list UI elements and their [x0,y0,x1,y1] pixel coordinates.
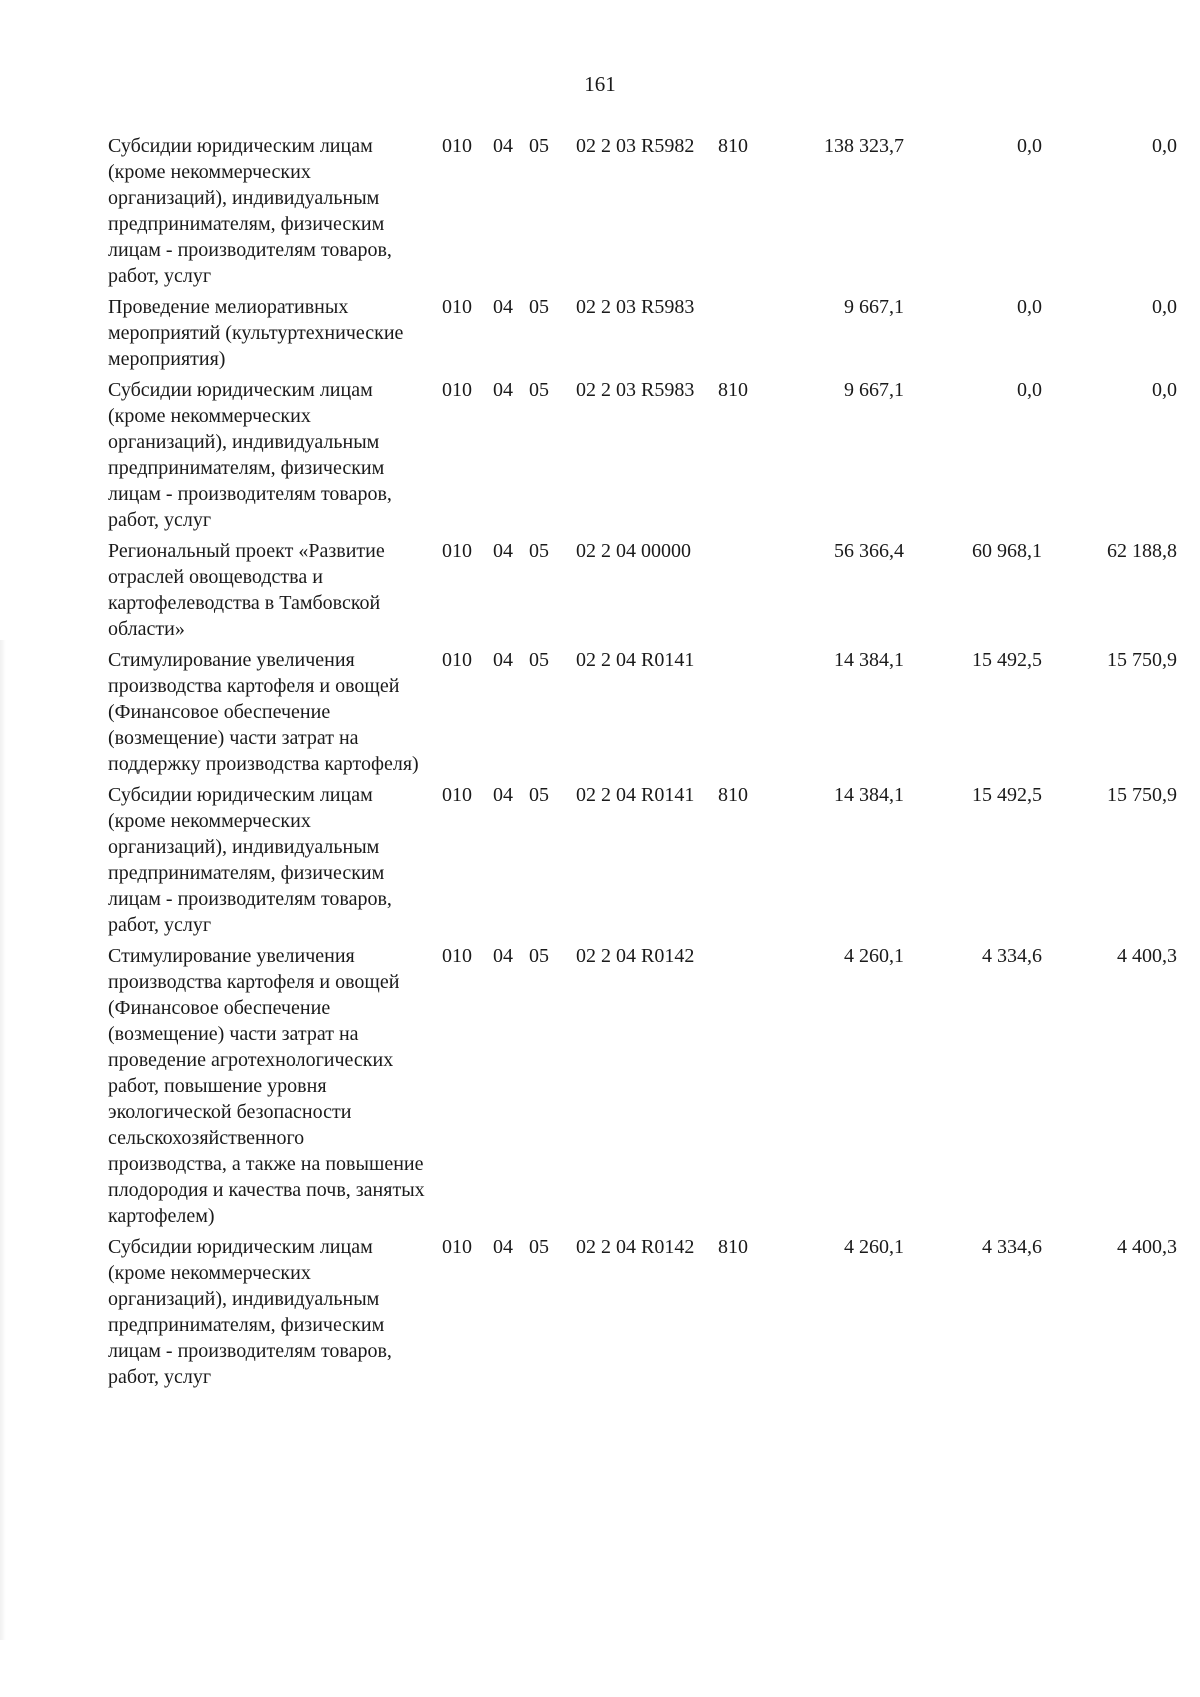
ministry-code: 010 [442,296,472,318]
subsection-code: 05 [529,540,549,562]
amount-year-1: 9 667,1 [844,296,904,318]
table-row [108,943,1176,1229]
section-code: 04 [493,379,513,401]
expense-type-code: 810 [718,784,748,806]
ministry-code: 010 [442,540,472,562]
ministry-code: 010 [442,379,472,401]
expense-name: Субсидии юридическим лицам (кроме некоммерческих организаций), индивидуальным предпринимателям, физическим лицам - производителям товаров, работ, услуг [108,784,392,936]
target-article-code: 02 2 04 00000 [576,540,691,562]
expense-type-code: 810 [718,135,748,157]
subsection-code: 05 [529,649,549,671]
ministry-code: 010 [442,945,472,967]
amount-year-1: 56 366,4 [834,540,904,562]
amount-year-2: 0,0 [1017,296,1042,318]
target-article-code: 02 2 04 R0142 [576,1236,695,1258]
section-code: 04 [493,1236,513,1258]
amount-year-1: 4 260,1 [844,1236,904,1258]
amount-year-2: 15 492,5 [972,649,1042,671]
scan-edge-shadow [0,640,6,1640]
target-article-code: 02 2 03 R5983 [576,296,695,318]
amount-year-1: 4 260,1 [844,945,904,967]
subsection-code: 05 [529,296,549,318]
table-row [108,1234,1176,1390]
section-code: 04 [493,784,513,806]
page-number: 161 [584,72,616,96]
subsection-code: 05 [529,945,549,967]
section-code: 04 [493,135,513,157]
amount-year-1: 14 384,1 [834,784,904,806]
target-article-code: 02 2 03 R5983 [576,379,695,401]
table-row [108,782,1176,938]
section-code: 04 [493,945,513,967]
amount-year-3: 4 400,3 [1117,945,1177,967]
amount-year-1: 138 323,7 [824,135,904,157]
table-row [108,647,1176,777]
amount-year-2: 4 334,6 [982,1236,1042,1258]
amount-year-2: 0,0 [1017,135,1042,157]
expense-name: Региональный проект «Развитие отраслей овощеводства и картофелеводства в Тамбовской области» [108,540,385,640]
table-row [108,377,1176,533]
table-row [108,133,1176,289]
amount-year-1: 14 384,1 [834,649,904,671]
amount-year-1: 9 667,1 [844,379,904,401]
target-article-code: 02 2 04 R0142 [576,945,695,967]
expense-name: Субсидии юридическим лицам (кроме некоммерческих организаций), индивидуальным предпринимателям, физическим лицам - производителям товаров, работ, услуг [108,135,392,287]
subsection-code: 05 [529,1236,549,1258]
subsection-code: 05 [529,379,549,401]
ministry-code: 010 [442,784,472,806]
amount-year-3: 62 188,8 [1107,540,1177,562]
table-row [108,294,1176,372]
ministry-code: 010 [442,649,472,671]
amount-year-2: 15 492,5 [972,784,1042,806]
table-row [108,538,1176,642]
amount-year-2: 4 334,6 [982,945,1042,967]
budget-table [108,133,1176,1395]
expense-name: Субсидии юридическим лицам (кроме некоммерческих организаций), индивидуальным предпринимателям, физическим лицам - производителям товаров, работ, услуг [108,1236,392,1388]
target-article-code: 02 2 04 R0141 [576,649,695,671]
expense-name: Субсидии юридическим лицам (кроме некоммерческих организаций), индивидуальным предпринимателям, физическим лицам - производителям товаров, работ, услуг [108,379,392,531]
section-code: 04 [493,296,513,318]
expense-name: Стимулирование увеличения производства картофеля и овощей (Финансовое обеспечение (возмещение) части затрат на поддержку производства картофеля) [108,649,419,775]
amount-year-3: 4 400,3 [1117,1236,1177,1258]
subsection-code: 05 [529,784,549,806]
ministry-code: 010 [442,135,472,157]
amount-year-3: 0,0 [1152,379,1177,401]
amount-year-3: 0,0 [1152,296,1177,318]
section-code: 04 [493,540,513,562]
subsection-code: 05 [529,135,549,157]
expense-type-code: 810 [718,1236,748,1258]
amount-year-3: 0,0 [1152,135,1177,157]
section-code: 04 [493,649,513,671]
amount-year-3: 15 750,9 [1107,649,1177,671]
target-article-code: 02 2 03 R5982 [576,135,695,157]
ministry-code: 010 [442,1236,472,1258]
expense-name: Проведение мелиоративных мероприятий (культуртехнические мероприятия) [108,296,404,370]
target-article-code: 02 2 04 R0141 [576,784,695,806]
amount-year-2: 0,0 [1017,379,1042,401]
expense-type-code: 810 [718,379,748,401]
amount-year-3: 15 750,9 [1107,784,1177,806]
expense-name: Стимулирование увеличения производства картофеля и овощей (Финансовое обеспечение (возмещение) части затрат на проведение агротехнологических работ, повышение уровня экологической безопасности сельскохозяйственного производства, а также на повышение плодородия и качества почв, занятых картофелем) [108,945,425,1227]
amount-year-2: 60 968,1 [972,540,1042,562]
